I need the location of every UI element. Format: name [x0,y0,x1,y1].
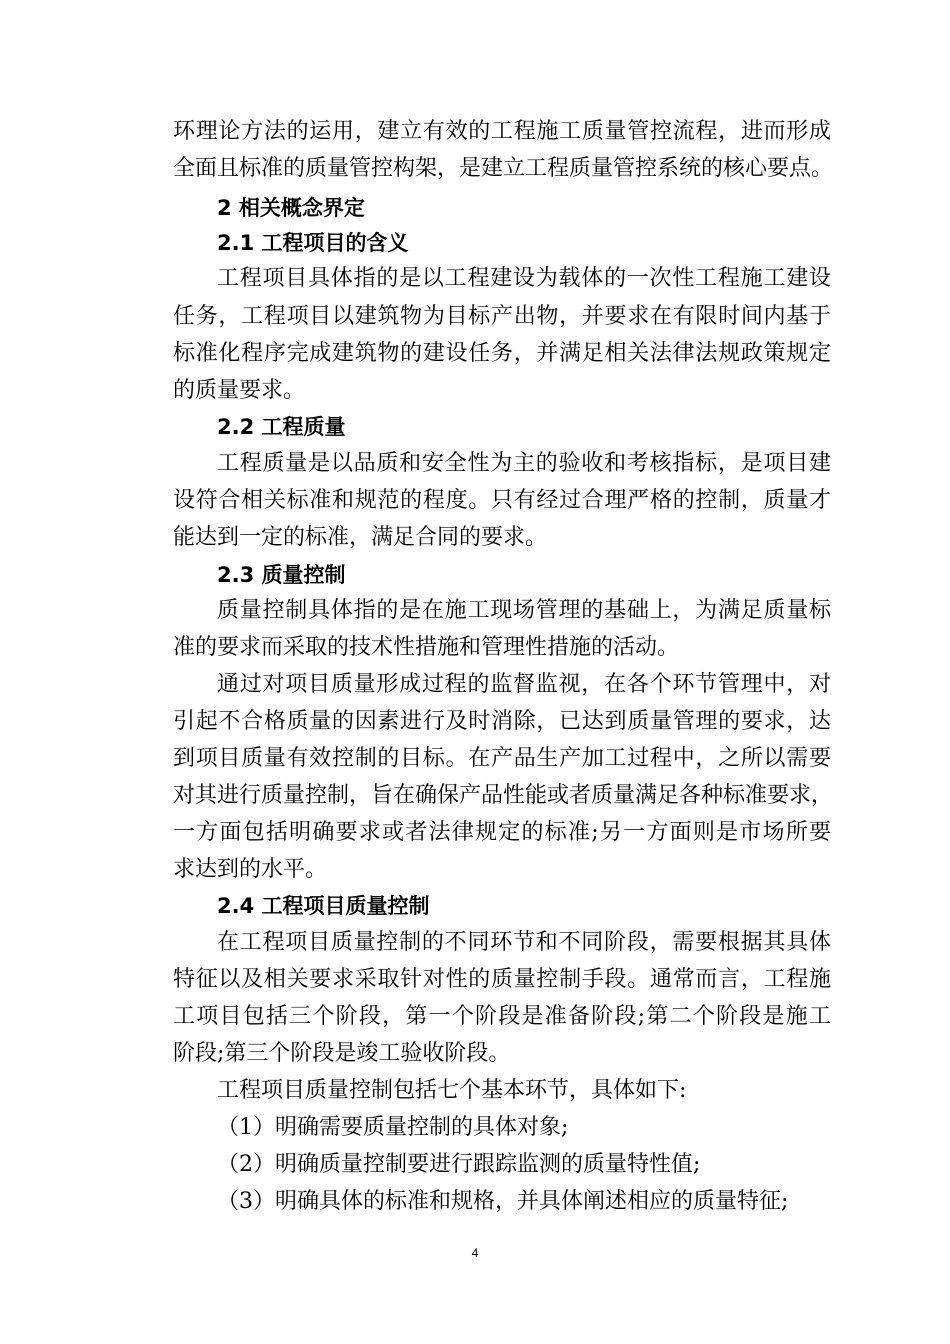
paragraph-line: 任务，工程项目以建筑物为目标产出物，并要求在有限时间内基于 [173,304,831,329]
paragraph-line: 阶段;第三个阶段是竣工验收阶段。 [173,1041,511,1066]
paragraph-line: 工程项目质量控制包括七个基本环节，具体如下: [217,1078,687,1103]
paragraph-line: 求达到的水平。 [173,857,328,882]
paragraph-line: 引起不合格质量的因素进行及时消除，已达到质量管理的要求，达 [173,709,831,734]
paragraph-line: 一方面包括明确要求或者法律规定的标准;另一方面则是市场所要 [173,820,831,845]
paragraph-line: 工项目包括三个阶段，第一个阶段是准备阶段;第二个阶段是施工 [173,1004,831,1029]
paragraph-line: 工程质量是以品质和安全性为主的验收和考核指标，是项目建 [217,451,831,476]
list-item: （2）明确质量控制要进行跟踪监测的质量特性值; [217,1152,701,1177]
list-item: （1）明确需要质量控制的具体对象; [217,1115,569,1140]
paragraph-line: 标准化程序完成建筑物的建设任务，并满足相关法律法规政策规定 [173,341,831,366]
paragraph-line: 准的要求而采取的技术性措施和管理性措施的活动。 [173,635,680,660]
list-item: （3）明确具体的标准和规格，并具体阐述相应的质量特征; [217,1189,789,1214]
subsection-heading: 2.2 工程质量 [217,415,346,439]
subsection-heading: 2.3 质量控制 [217,563,346,587]
paragraph-line: 能达到一定的标准，满足合同的要求。 [173,525,548,550]
subsection-heading: 2.1 工程项目的含义 [217,231,409,255]
section-heading: 2 相关概念界定 [217,196,365,220]
paragraph-line: 在工程项目质量控制的不同环节和不同阶段，需要根据其具体 [217,930,831,955]
paragraph-line: 工程项目具体指的是以工程建设为载体的一次性工程施工建设 [217,266,831,291]
paragraph-line: 设符合相关标准和规范的程度。只有经过合理严格的控制，质量才 [173,488,831,513]
paragraph-line: 特征以及相关要求采取针对性的质量控制手段。通常而言，工程施 [173,967,831,992]
paragraph-line: 到项目质量有效控制的目标。在产品生产加工过程中，之所以需要 [173,746,831,771]
paragraph-line: 通过对项目质量形成过程的监督监视，在各个环节管理中，对 [217,672,831,697]
paragraph-line: 对其进行质量控制，旨在确保产品性能或者质量满足各种标准要求， [173,783,834,808]
paragraph-line: 质量控制具体指的是在施工现场管理的基础上，为满足质量标 [217,598,831,623]
paragraph-line: 的质量要求。 [173,378,306,403]
paragraph-line: 环理论方法的运用，建立有效的工程施工质量管控流程，进而形成 [173,119,831,144]
page-number: 4 [471,1246,479,1260]
paragraph-line: 全面且标准的质量管控构架，是建立工程质量管控系统的核心要点。 [173,156,834,181]
subsection-heading: 2.4 工程项目质量控制 [217,894,430,918]
